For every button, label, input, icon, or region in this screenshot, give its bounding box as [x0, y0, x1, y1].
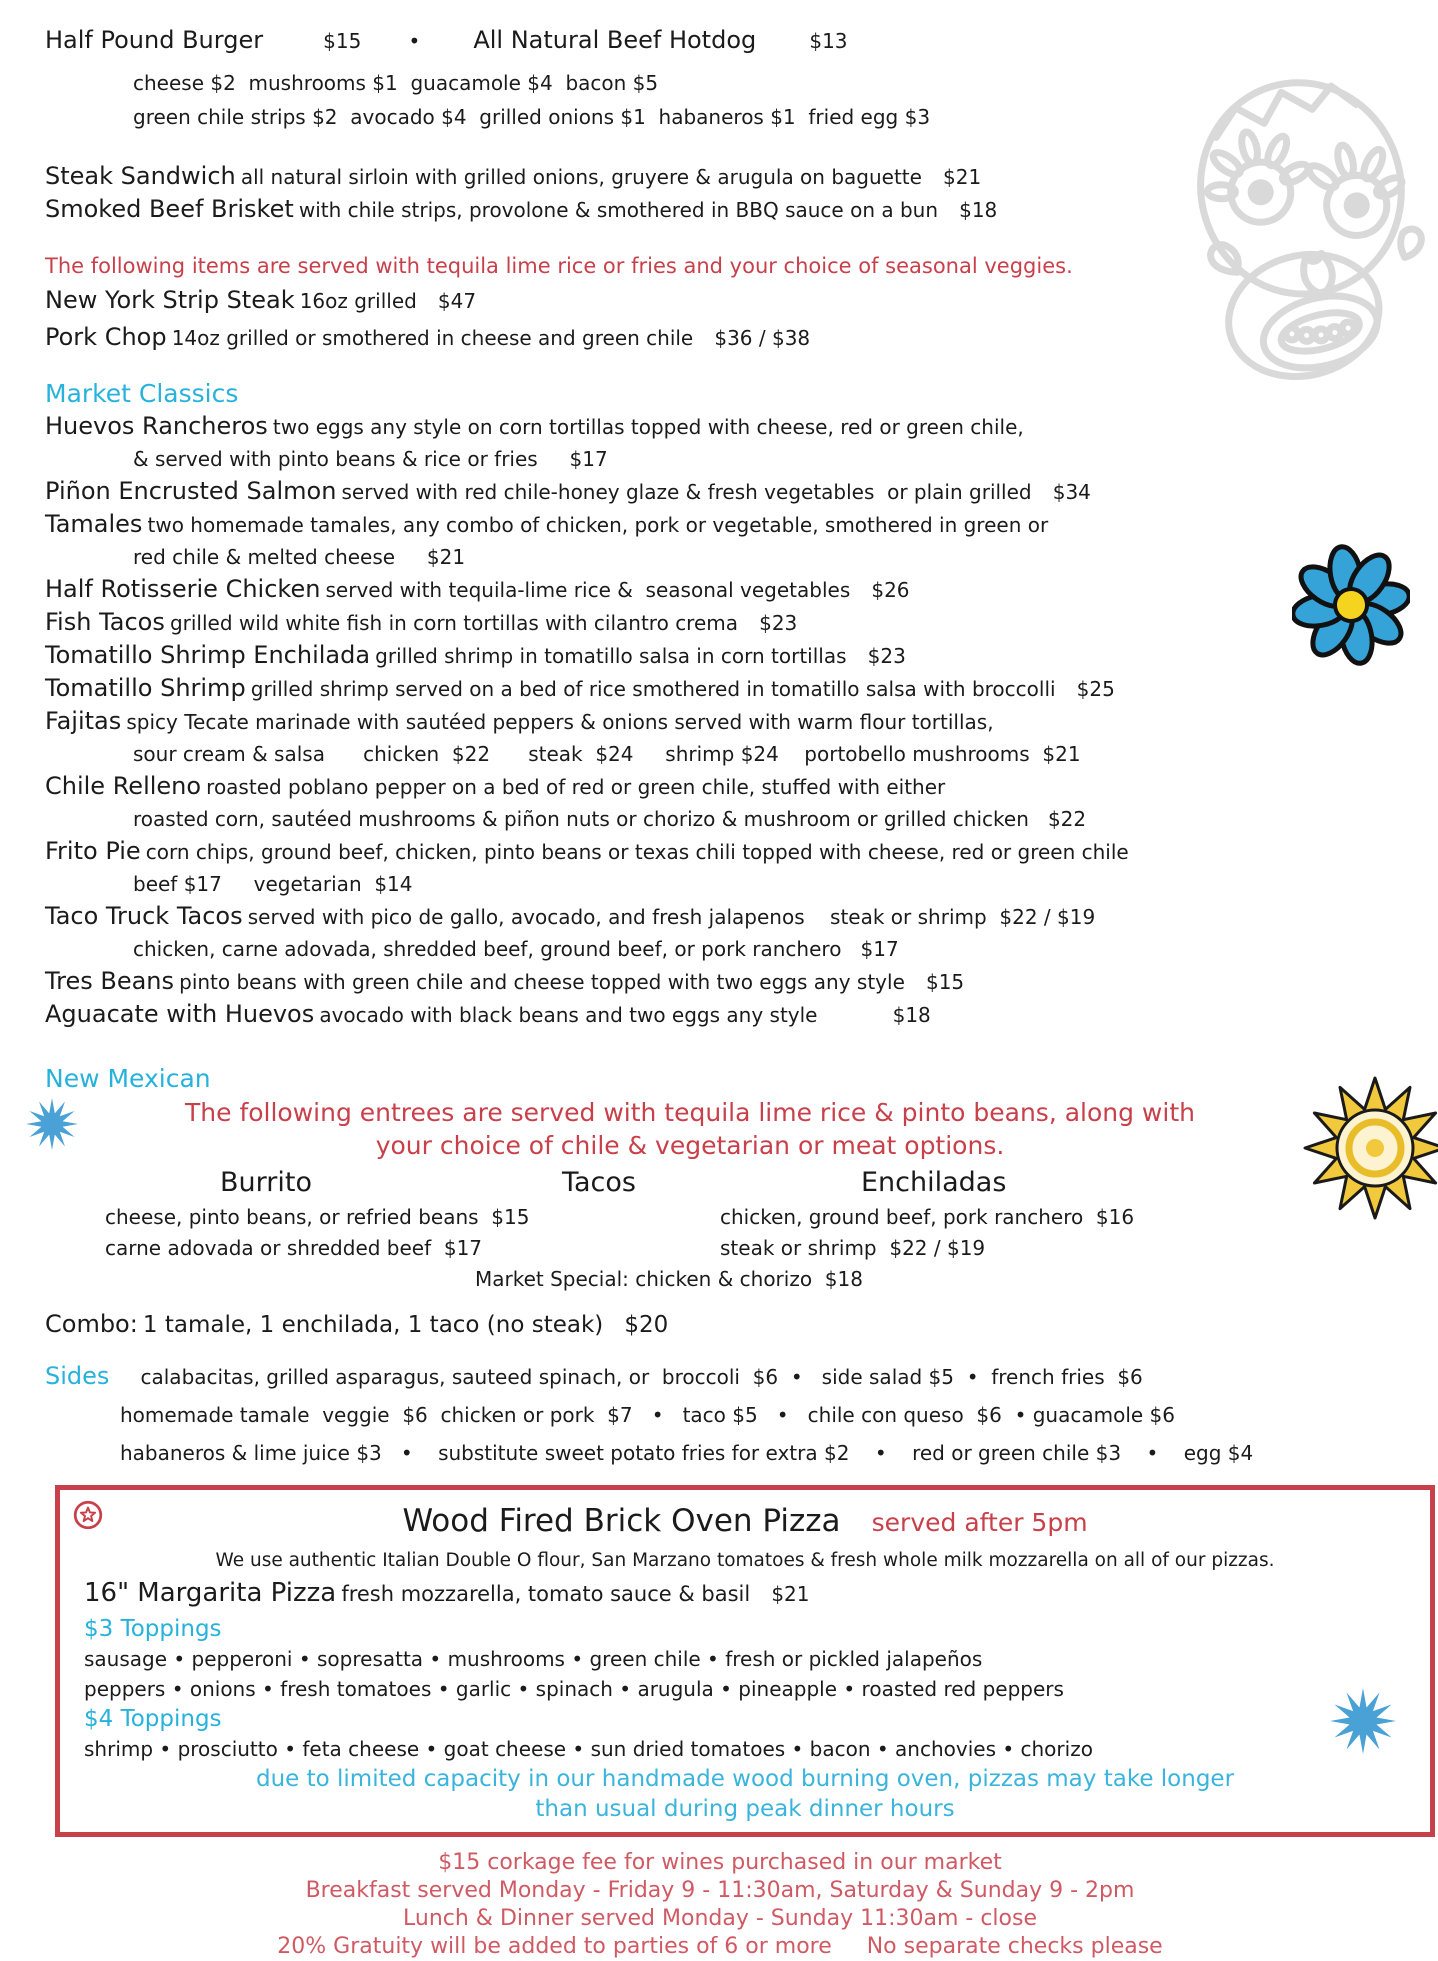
item-name: Tomatillo Shrimp Enchilada: [45, 641, 371, 669]
heading-text: Market Classics: [45, 379, 239, 408]
menu-item: [45, 640, 1395, 673]
footer-text: $15 corkage fee for wines purchased in our market: [438, 1850, 1002, 1875]
menu-item: [45, 999, 1395, 1032]
item-name: 16" Margarita Pizza: [84, 1578, 337, 1608]
new-mexican-section: [45, 1062, 1395, 1295]
new-mexican-row: [45, 1202, 1395, 1233]
item-name: New York Strip Steak: [45, 286, 295, 314]
item-desc: red chile & melted cheese $21: [133, 545, 466, 569]
item-desc: roasted corn, sautéed mushrooms & piñon nuts or chorizo & mushroom or grilled chicken $22: [133, 807, 1087, 831]
bullet-separator: •: [408, 29, 421, 53]
menu-item: [45, 901, 1395, 934]
item-desc: served with red chile-honey glaze & fresh vegetables or plain grilled: [341, 480, 1032, 504]
pizza-badge: served after 5pm: [871, 1508, 1088, 1537]
intro-text: We use authentic Italian Double O flour, San Marzano tomatoes & fresh whole milk mozzarella on all of our pizzas.: [215, 1550, 1275, 1571]
item-name: Tres Beans: [45, 967, 175, 995]
sides-text: homemade tamale veggie $6 chicken or pork $7 • taco $5 • chile con queso $6 • guacamole $6: [120, 1403, 1175, 1427]
item-name: Combo:: [45, 1310, 138, 1338]
row-left-text: cheese, pinto beans, or refried beans $15: [105, 1205, 530, 1229]
heading-text: $3 Toppings: [84, 1616, 222, 1642]
sugar-skull-icon: [1182, 60, 1432, 394]
item-price: $23: [867, 644, 906, 668]
menu-item: [45, 509, 1395, 542]
item-desc: fresh mozzarella, tomato sauce & basil: [341, 1582, 751, 1606]
market-classics-section: [45, 377, 1395, 1032]
note-text: The following items are served with tequila lime rice or fries and your choice of seasonal veggies.: [45, 254, 1073, 278]
item-desc: sour cream & salsa chicken $22 steak $24 shrimp $24 portobello mushrooms $21: [133, 742, 1081, 766]
item-desc: two homemade tamales, any combo of chicken, pork or vegetable, smothered in green or: [147, 513, 1049, 537]
section-heading: Sides: [45, 1362, 110, 1390]
new-mexican-note: [45, 1129, 1335, 1162]
blue-starburst-icon: [1330, 1688, 1396, 1758]
note-text: than usual during peak dinner hours: [535, 1796, 955, 1822]
new-mexican-note: [45, 1096, 1335, 1129]
toppings-heading: [84, 1704, 1406, 1734]
item-name: Huevos Rancheros: [45, 412, 268, 440]
column-header-burrito: Burrito: [220, 1167, 312, 1198]
menu-item-cont: [133, 934, 1395, 966]
toppings-text: shrimp • prosciutto • feta cheese • goat cheese • sun dried tomatoes • bacon • anchovies • chorizo: [84, 1737, 1093, 1761]
item-name: Half Pound Burger: [45, 26, 264, 54]
item-desc: 1 tamale, 1 enchilada, 1 taco (no steak): [142, 1312, 604, 1338]
item-price: $18: [892, 1003, 931, 1027]
blue-flower-icon: [1292, 543, 1410, 671]
toppings-text: peppers • onions • fresh tomatoes • garlic • spinach • arugula • pineapple • roasted red peppers: [84, 1677, 1064, 1701]
item-desc: 14oz grilled or smothered in cheese and green chile: [171, 326, 694, 350]
section-heading: [45, 1062, 1395, 1096]
toppings-line: [84, 1644, 1406, 1674]
item-price: $23: [759, 611, 798, 635]
pizza-title-row: [84, 1500, 1406, 1547]
item-price: $18: [959, 198, 998, 222]
item-desc: served with tequila-lime rice & seasonal vegetables: [325, 578, 851, 602]
item-desc: with chile strips, provolone & smothered in BBQ sauce on a bun: [298, 198, 939, 222]
item-name: Piñon Encrusted Salmon: [45, 477, 337, 505]
item-price: $15: [925, 970, 965, 994]
footer-line: [45, 1849, 1395, 1877]
sun-icon: [1303, 1072, 1438, 1228]
menu-item-cont: [133, 804, 1395, 836]
new-mexican-row: [45, 1233, 1395, 1264]
toppings-text: green chile strips $2 avocado $4 grilled onions $1 habaneros $1 fried egg $3: [133, 105, 931, 129]
menu-item: [45, 771, 1395, 804]
menu-item-cont: [133, 542, 1395, 574]
item-name: Smoked Beef Brisket: [45, 195, 294, 223]
circled-star-icon: [72, 1499, 104, 1535]
sides-line: [120, 1435, 1395, 1473]
note-text: The following entrees are served with tequila lime rice & pinto beans, along with: [185, 1098, 1195, 1127]
item-name: Taco Truck Tacos: [45, 902, 243, 930]
toppings-text: cheese $2 mushrooms $1 guacamole $4 bacon $5: [133, 71, 659, 95]
footer-text: Breakfast served Monday - Friday 9 - 11:30am, Saturday & Sunday 9 - 2pm: [305, 1878, 1135, 1903]
pizza-box: [55, 1485, 1435, 1837]
item-price: $13: [809, 29, 848, 53]
item-desc: spicy Tecate marinade with sautéed peppers & onions served with warm flour tortillas,: [126, 710, 994, 734]
toppings-line: [84, 1734, 1406, 1764]
new-mexican-column-headers: [45, 1164, 1395, 1202]
pizza-intro: [84, 1547, 1406, 1575]
item-price: $47: [437, 289, 477, 313]
item-price: $26: [871, 578, 910, 602]
item-desc: grilled shrimp in tomatillo salsa in corn tortillas: [375, 644, 847, 668]
toppings-heading: [84, 1614, 1406, 1644]
menu-item-cont: [133, 444, 1395, 476]
burger-hotdog-row: [45, 22, 1395, 61]
item-desc: all natural sirloin with grilled onions, gruyere & arugula on baguette: [240, 165, 922, 189]
item-desc: 16oz grilled: [299, 289, 417, 313]
note-text: your choice of chile & vegetarian or meat options.: [375, 1131, 1005, 1160]
item-desc: served with pico de gallo, avocado, and fresh jalapenos steak or shrimp $22 / $19: [247, 905, 1096, 929]
menu-item-cont: [133, 869, 1395, 901]
item-desc: beef $17 vegetarian $14: [133, 872, 413, 896]
sides-line: [120, 1397, 1395, 1435]
combo-line: [45, 1305, 1395, 1346]
row-right-text: steak or shrimp $22 / $19: [720, 1236, 986, 1260]
note-text: due to limited capacity in our handmade wood burning oven, pizzas may take longer: [255, 1766, 1235, 1792]
item-desc: roasted poblano pepper on a bed of red or green chile, stuffed with either: [206, 775, 946, 799]
menu-item: [45, 966, 1395, 999]
item-name: Tomatillo Shrimp: [45, 674, 246, 702]
footer: [45, 1849, 1395, 1961]
footer-line: [45, 1933, 1395, 1961]
item-name: Chile Relleno: [45, 772, 202, 800]
menu-item: [84, 1575, 1406, 1614]
pizza-title: Wood Fired Brick Oven Pizza: [402, 1503, 841, 1539]
item-desc: grilled shrimp served on a bed of rice smothered in tomatillo salsa with broccolli: [250, 677, 1056, 701]
item-desc: corn chips, ground beef, chicken, pinto beans or texas chili topped with cheese, red or green chile: [145, 840, 1129, 864]
sides-text: calabacitas, grilled asparagus, sauteed spinach, or broccoli $6 • side salad $5 • french fries $6: [140, 1365, 1143, 1389]
column-header-tacos: Tacos: [561, 1167, 636, 1198]
blue-starburst-icon: [26, 1098, 78, 1154]
item-desc: grilled wild white fish in corn tortillas with cilantro crema: [169, 611, 739, 635]
item-desc: avocado with black beans and two eggs any style: [319, 1003, 818, 1027]
item-desc: & served with pinto beans & rice or fries $17: [133, 447, 608, 471]
pizza-capacity-note: [84, 1794, 1406, 1824]
item-price: $34: [1052, 480, 1091, 504]
heading-text: New Mexican: [45, 1064, 211, 1093]
item-name: Steak Sandwich: [45, 162, 236, 190]
item-desc: chicken, carne adovada, shredded beef, ground beef, or pork ranchero $17: [133, 937, 899, 961]
sides-section: [45, 1358, 1395, 1473]
item-name: Pork Chop: [45, 323, 167, 351]
row-right-text: chicken, ground beef, pork ranchero $16: [720, 1205, 1135, 1229]
item-price: $21: [771, 1582, 810, 1606]
pizza-capacity-note: [84, 1764, 1406, 1794]
item-price: $20: [624, 1312, 669, 1338]
menu-item: [45, 607, 1395, 640]
footer-line: [45, 1905, 1395, 1933]
item-name: Aguacate with Huevos: [45, 1000, 315, 1028]
menu-item-cont: [133, 739, 1395, 771]
toppings-line: [84, 1674, 1406, 1704]
market-special-line: [475, 1264, 1395, 1295]
menu-item: [45, 411, 1395, 444]
menu-item: [45, 574, 1395, 607]
item-name: Half Rotisserie Chicken: [45, 575, 321, 603]
item-price: $21: [943, 165, 982, 189]
column-header-enchiladas: Enchiladas: [860, 1167, 1007, 1198]
item-desc: two eggs any style on corn tortillas topped with cheese, red or green chile,: [272, 415, 1024, 439]
menu-item: [45, 476, 1395, 509]
menu-item: [45, 836, 1395, 869]
item-name: Tamales: [45, 510, 143, 538]
footer-text: 20% Gratuity will be added to parties of 6 or more No separate checks please: [277, 1934, 1163, 1959]
toppings-text: sausage • pepperoni • sopresatta • mushrooms • green chile • fresh or pickled jalapeños: [84, 1647, 983, 1671]
item-name: All Natural Beef Hotdog: [473, 26, 757, 54]
menu-item: [45, 706, 1395, 739]
heading-text: $4 Toppings: [84, 1706, 222, 1732]
sides-text: habaneros & lime juice $3 • substitute sweet potato fries for extra $2 • red or green chile $3 • egg $4: [120, 1441, 1254, 1465]
item-desc: pinto beans with green chile and cheese topped with two eggs any style: [179, 970, 905, 994]
item-name: Fajitas: [45, 707, 122, 735]
footer-text: Lunch & Dinner served Monday - Sunday 11:30am - close: [403, 1906, 1037, 1931]
row-left-text: carne adovada or shredded beef $17: [105, 1236, 483, 1260]
footer-line: [45, 1877, 1395, 1905]
item-price: $25: [1076, 677, 1115, 701]
item-name: Frito Pie: [45, 837, 141, 865]
special-text: Market Special: chicken & chorizo $18: [475, 1267, 863, 1291]
item-name: Fish Tacos: [45, 608, 165, 636]
item-price: $15: [323, 29, 362, 53]
menu-item: [45, 673, 1395, 706]
sides-line: [45, 1358, 1395, 1397]
item-price: $36 / $38: [714, 326, 811, 350]
